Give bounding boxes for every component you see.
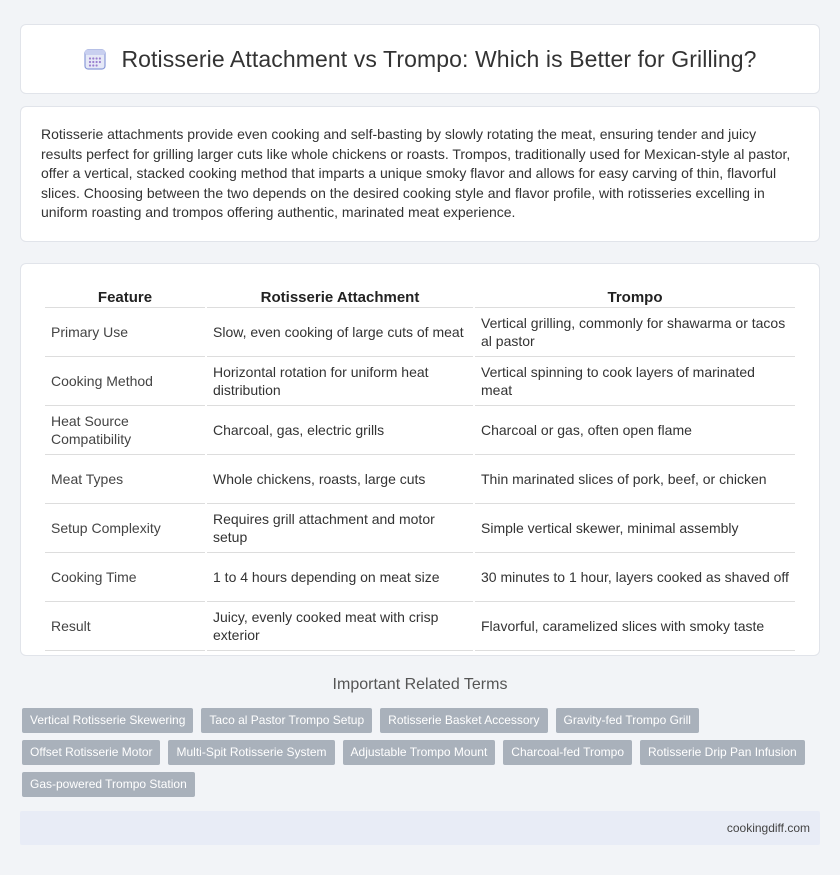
table-cell: Setup Complexity: [45, 504, 205, 553]
related-term-tag[interactable]: Gas-powered Trompo Station: [22, 772, 195, 797]
table-cell: Vertical spinning to cook layers of marinated meat: [475, 357, 795, 406]
related-term-tag[interactable]: Rotisserie Basket Accessory: [380, 708, 547, 733]
page-title: Rotisserie Attachment vs Trompo: Which is Better for Grilling?: [121, 45, 757, 72]
table-cell: Slow, even cooking of large cuts of meat: [207, 308, 473, 357]
table-cell: Thin marinated slices of pork, beef, or chicken: [475, 455, 795, 504]
table-row: [45, 357, 795, 406]
related-term-tag[interactable]: Vertical Rotisserie Skewering: [22, 708, 193, 733]
intro-text: Rotisserie attachments provide even cooking and self-basting by slowly rotating the meat, ensuring tender and juicy results perfect for grilling larger cuts like whole chickens or roasts. Trompos, traditionally used for Mexican-style al pastor, offer a vertical, stacked cooking method that imparts a unique smoky flavor and allows for easy carving of thin, flavorful slices. Choosing between the two depends on the desired cooking style and flavor profile, with rotisseries excelling in uniform roasting and trompos offering authentic, marinated meat experience.: [41, 126, 791, 221]
related-term-tag[interactable]: Charcoal-fed Trompo: [503, 740, 632, 765]
table-cell: Heat Source Compatibility: [45, 406, 205, 455]
related-term-tag[interactable]: Offset Rotisserie Motor: [22, 740, 160, 765]
table-row: [45, 406, 795, 455]
table-row: [45, 602, 795, 651]
table-cell: Cooking Method: [45, 357, 205, 406]
table-cell: Flavorful, caramelized slices with smoky taste: [475, 602, 795, 651]
table-cell: Cooking Time: [45, 553, 205, 602]
related-term-tag[interactable]: Multi-Spit Rotisserie System: [168, 740, 334, 765]
table-cell: Simple vertical skewer, minimal assembly: [475, 504, 795, 553]
related-term-tag[interactable]: Taco al Pastor Trompo Setup: [201, 708, 372, 733]
footer-site-link[interactable]: cookingdiff.com: [726, 821, 810, 835]
table-cell: Result: [45, 602, 205, 651]
footer: [20, 811, 820, 845]
comparison-table: [43, 284, 797, 651]
table-cell: 30 minutes to 1 hour, layers cooked as shaved off: [475, 553, 795, 602]
title-row: [21, 25, 819, 93]
table-cell: Juicy, evenly cooked meat with crisp exterior: [207, 602, 473, 651]
related-term-tag[interactable]: Rotisserie Drip Pan Infusion: [640, 740, 805, 765]
table-cell: Charcoal, gas, electric grills: [207, 406, 473, 455]
column-header: Feature: [45, 284, 205, 308]
related-terms-list: [22, 708, 822, 804]
table-cell: Charcoal or gas, often open flame: [475, 406, 795, 455]
table-header-row: [45, 284, 795, 308]
table-row: [45, 308, 795, 357]
intro-card: [20, 106, 820, 242]
comparison-table-card: [20, 263, 820, 656]
header-card: [20, 24, 820, 94]
related-term-tag[interactable]: Adjustable Trompo Mount: [343, 740, 496, 765]
table-cell: Vertical grilling, commonly for shawarma or tacos al pastor: [475, 308, 795, 357]
calendar-icon: [83, 47, 107, 71]
column-header: Rotisserie Attachment: [207, 284, 473, 308]
table-row: [45, 455, 795, 504]
table-cell: Whole chickens, roasts, large cuts: [207, 455, 473, 504]
column-header: Trompo: [475, 284, 795, 308]
related-terms-heading: Important Related Terms: [332, 676, 508, 693]
table-row: [45, 553, 795, 602]
table-cell: Horizontal rotation for uniform heat distribution: [207, 357, 473, 406]
table-cell: 1 to 4 hours depending on meat size: [207, 553, 473, 602]
table-cell: Requires grill attachment and motor setup: [207, 504, 473, 553]
related-term-tag[interactable]: Gravity-fed Trompo Grill: [556, 708, 699, 733]
table-cell: Primary Use: [45, 308, 205, 357]
table-cell: Meat Types: [45, 455, 205, 504]
table-row: [45, 504, 795, 553]
